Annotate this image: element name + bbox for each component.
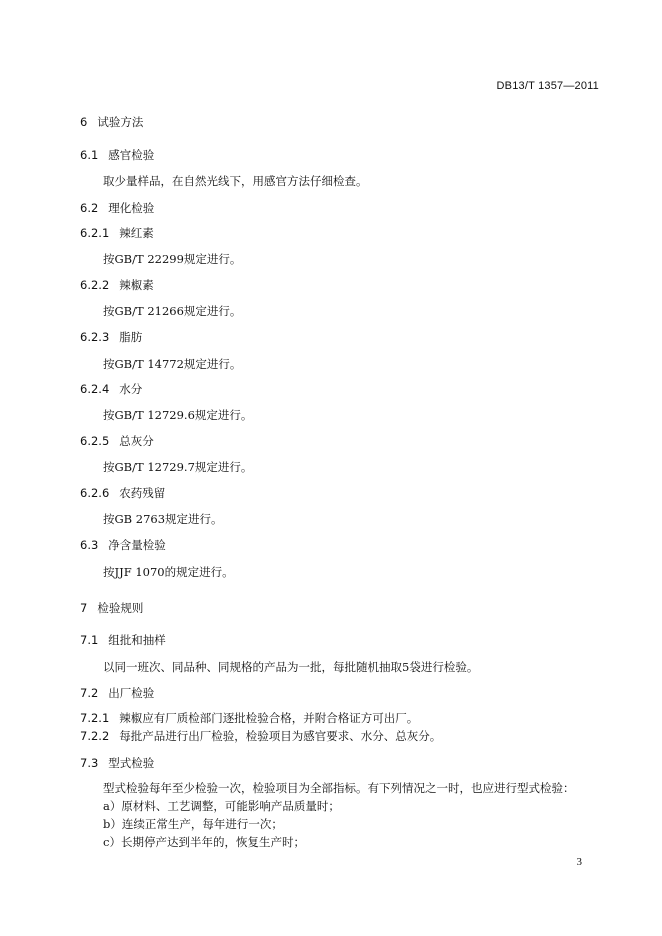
section-number: 7.3: [80, 756, 99, 770]
section-title: 感官检验: [108, 148, 155, 162]
paragraph: 按JJF 1070的规定进行。: [103, 565, 234, 579]
section-heading: [80, 114, 143, 130]
section-heading: [80, 685, 154, 701]
paragraph: 按GB 2763规定进行。: [103, 512, 223, 526]
section-title: 水分: [119, 382, 143, 396]
section-title: 理化检验: [108, 201, 155, 215]
section-title: 脂肪: [119, 330, 143, 344]
section-title: 组批和抽样: [108, 633, 166, 647]
section-title: 检验规则: [97, 601, 144, 615]
section-number: 6.2.1: [80, 226, 110, 240]
section-number: 6.2.5: [80, 434, 110, 448]
section-heading: [80, 200, 154, 216]
section-heading: [80, 329, 142, 345]
section-number: 6.2.4: [80, 382, 110, 396]
paragraph: 型式检验每年至少检验一次，检验项目为全部指标。有下列情况之一时，也应进行型式检验：: [103, 781, 575, 795]
paragraph: 按GB/T 21266规定进行。: [103, 304, 242, 318]
section-heading: [80, 147, 154, 163]
document-code: DB13/T 1357—2011: [496, 80, 599, 92]
section-number: 7.2.1: [80, 711, 110, 725]
section-title: 辣红素: [119, 226, 154, 240]
section-number: 6.2.6: [80, 486, 110, 500]
paragraph: 以同一班次、同品种、同规格的产品为一批，每批随机抽取5袋进行检验。: [103, 660, 479, 674]
section-heading: [80, 277, 154, 293]
section-heading: [80, 485, 165, 501]
paragraph: b）连续正常生产，每年进行一次；: [103, 817, 283, 831]
section-heading: [80, 728, 441, 744]
section-title: 出厂检验: [108, 686, 155, 700]
section-heading: [80, 600, 143, 616]
section-title: 试验方法: [97, 115, 144, 129]
section-heading: [80, 710, 418, 726]
paragraph: 按GB/T 22299规定进行。: [103, 252, 242, 266]
section-heading: [80, 632, 166, 648]
section-number: 6: [80, 115, 88, 129]
paragraph: a）原材料、工艺调整，可能影响产品质量时；: [103, 799, 340, 813]
section-number: 6.3: [80, 538, 99, 552]
section-number: 6.1: [80, 148, 99, 162]
paragraph: 按GB/T 14772规定进行。: [103, 357, 242, 371]
paragraph: 按GB/T 12729.6规定进行。: [103, 408, 253, 422]
section-number: 7.1: [80, 633, 99, 647]
section-number: 6.2.3: [80, 330, 110, 344]
section-heading: [80, 755, 154, 771]
section-number: 6.2.2: [80, 278, 110, 292]
section-title: 辣椒应有厂质检部门逐批检验合格，并附合格证方可出厂。: [119, 711, 419, 725]
section-number: 7: [80, 601, 88, 615]
section-heading: [80, 537, 166, 553]
section-number: 7.2: [80, 686, 99, 700]
paragraph: c）长期停产达到半年的，恢复生产时；: [103, 835, 305, 849]
section-title: 农药残留: [119, 486, 166, 500]
paragraph: 取少量样品，在自然光线下，用感官方法仔细检查。: [103, 174, 368, 188]
section-title: 辣椒素: [119, 278, 154, 292]
section-heading: [80, 381, 142, 397]
section-title: 每批产品进行出厂检验，检验项目为感官要求、水分、总灰分。: [119, 729, 442, 743]
page-number: 3: [576, 856, 582, 868]
section-title: 型式检验: [108, 756, 155, 770]
section-heading: [80, 225, 154, 241]
section-number: 7.2.2: [80, 729, 110, 743]
section-number: 6.2: [80, 201, 99, 215]
paragraph: 按GB/T 12729.7规定进行。: [103, 460, 253, 474]
section-heading: [80, 433, 154, 449]
section-title: 净含量检验: [108, 538, 166, 552]
section-title: 总灰分: [119, 434, 154, 448]
